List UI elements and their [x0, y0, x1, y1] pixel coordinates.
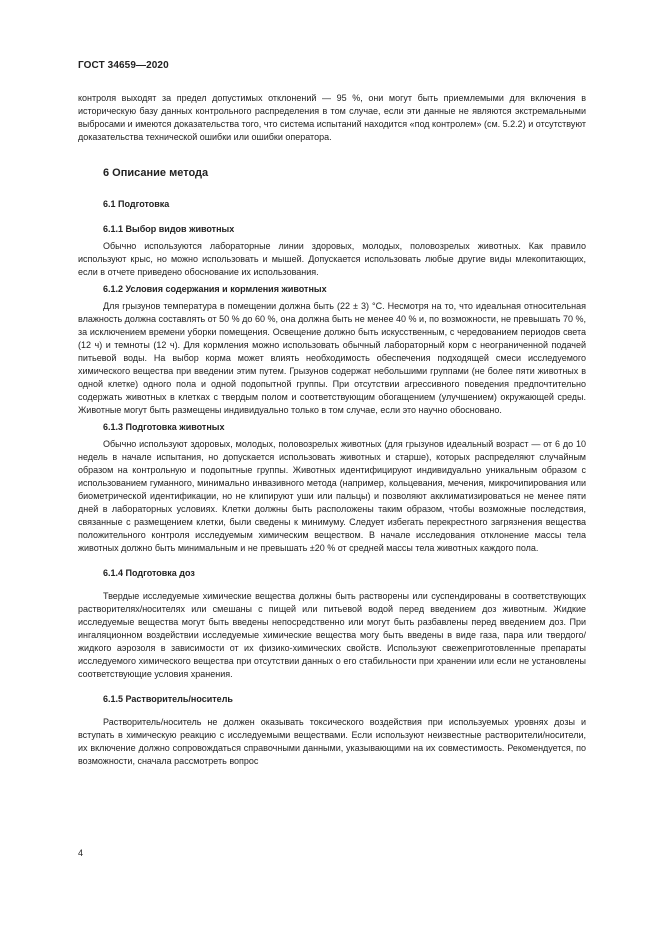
clause-title-6-1-3: 6.1.3 Подготовка животных — [103, 422, 225, 432]
page-number: 4 — [78, 848, 84, 858]
clause-title-6-1-1: 6.1.1 Выбор видов животных — [103, 224, 235, 234]
clause-text-6-1-5: Растворитель/носитель не должен оказывать токсического воздействия при используемых уровнях дозы и вступать в химическую реакцию с исследуемыми веществами. Если используют неизвестные растворители/носители, их включение должно сопровождаться справочными данными, указывающими на их совместимость. Рекомендуется, по возможности, сначала рассмотреть вопрос — [78, 717, 586, 766]
clause-text-6-1-4: Твердые исследуемые химические вещества должны быть растворены или суспендированы в соответствующих растворителях/носителях или смешаны с пищей или питьевой водой перед введением доз животным. Жидкие исследуемые вещества могут быть введены непосредственно или могут быть разбавлены перед введением доз. При ингаляционном воздействии исследуемые химические вещества могу быть введены в виде газа, пара или твердого/жидкого аэрозоля в зависимости от их физико-химических свойств. Используют свежеприготовленные препараты исследуемого химического вещества при отсутствии данных о его стабильности при хранении или если не установлены соответствующие условия хранения. — [78, 591, 586, 679]
clause-text-6-1-2: Для грызунов температура в помещении должна быть (22 ± 3) °С. Несмотря на то, что идеальная относительная влажность должна составлять от 50 % до 60 %, она должна быть не менее 40 % и, по возможности, не превышать 70 %, за исключением времени уборки помещения. Освещение должно быть искусственным, с чередованием периодов света (12 ч) и темноты (12 ч). Для кормления можно использовать обычный лабораторный корм с неограниченной подачей питьевой воды. На выбор корма может влиять необходимость обеспечения подходящей смеси исследуемого химического вещества при введении этим путем. Грызунов содержат небольшими группами (не более пяти животных в одной клетке) одного пола и одной подопытной группы. При отсутствии агрессивного поведения предпочтительно содержать животных в клетках с твердым полом и соответствующим обогащением (улучшением) окружающей среды. Животные могут быть размещены индивидуально только в том случае, если это научно обосновано. — [78, 301, 586, 415]
intro-paragraph: контроля выходят за предел допустимых отклонений — 95 %, они могут быть приемлемыми для включения в историческую базу данных контрольного распределения в том случае, если эти данные не являются экстремальными выбросами и имеются доказательства того, что система испытаний находится «под контролем» (см. 5.2.2) и отсутствуют доказательства технической ошибки или ошибки оператора. — [78, 93, 586, 142]
clause-text-6-1-3: Обычно используют здоровых, молодых, половозрелых животных (для грызунов идеальный возраст — от 6 до 10 недель в начале испытания, но допускается использовать животных и старше), которых распределяют случайным образом на контрольную и подопытные группы. Животных идентифицируют индивидуально уникальным образом с использованием гуманного, минимально инвазивного метода (например, кольцевания, мечения, микрочипирования или биометрической идентификации, но не клипируют уши или пальцы) и позволяют акклиматизироваться не менее пяти дней в лабораторных условиях. Клетки должны быть расположены таким образом, чтобы возможные последствия, связанные с размещением клетки, были сведены к минимуму. Следует избегать перекрестного загрязнения вещества положительного контроля исследуемым химическим веществом. В начале исследования отклонение массы тела животных должно быть минимальным и не превышать ±20 % от средней массы тела животных каждого пола. — [78, 439, 586, 553]
document-body — [78, 92, 586, 768]
subsection-title: 6.1 Подготовка — [103, 199, 170, 209]
clause-title-6-1-2: 6.1.2 Условия содержания и кормления животных — [103, 284, 327, 294]
clause-text-6-1-1: Обычно используются лабораторные линии здоровых, молодых, половозрелых животных. Как правило используют крыс, но можно использовать и мышей. Допускается использовать любые другие виды млекопитающих, если в отчете приведено обоснование их использования. — [78, 241, 586, 277]
clause-title-6-1-5: 6.1.5 Растворитель/носитель — [103, 694, 233, 704]
doc-header-code: ГОСТ 34659—2020 — [78, 60, 169, 71]
section-title: 6 Описание метода — [103, 167, 209, 179]
clause-title-6-1-4: 6.1.4 Подготовка доз — [103, 568, 195, 578]
